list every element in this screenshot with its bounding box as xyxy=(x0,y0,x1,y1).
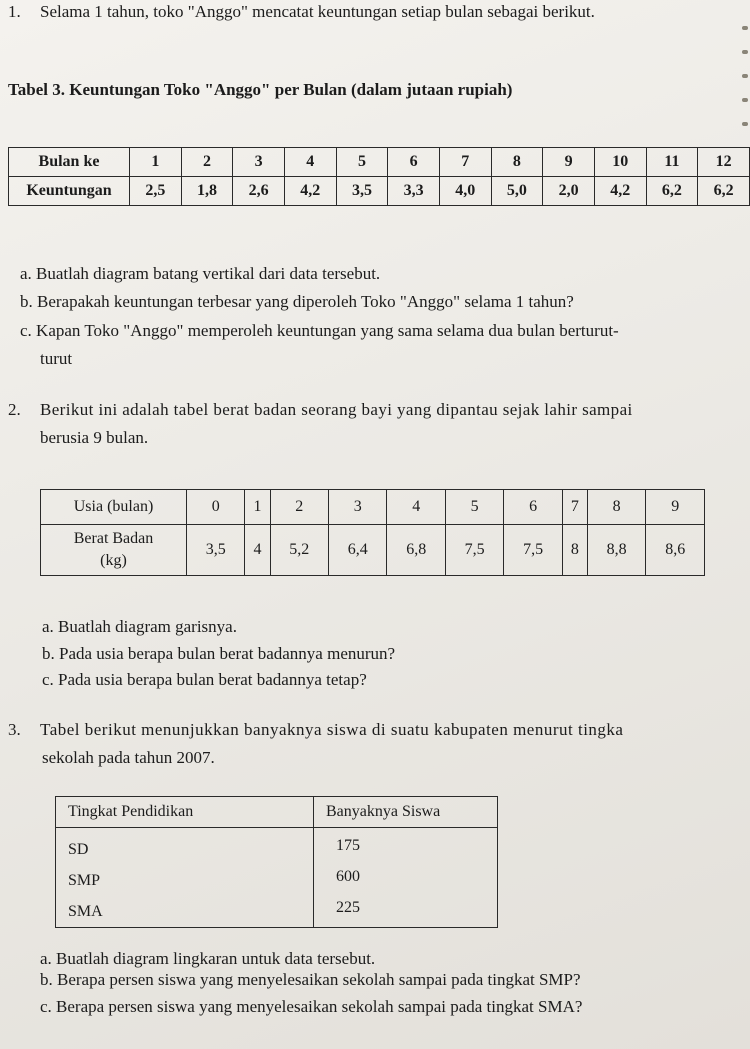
month-cell: 1 xyxy=(130,148,182,177)
age-cell: 6 xyxy=(504,490,562,525)
age-cell: 5 xyxy=(445,490,503,525)
profit-table-month-row xyxy=(9,148,750,177)
month-cell: 6 xyxy=(388,148,440,177)
weight-row xyxy=(41,525,705,576)
weight-cell: 5,2 xyxy=(270,525,328,576)
q3-line2: sekolah pada tahun 2007. xyxy=(42,748,215,767)
weight-label-line1: Berat Badan xyxy=(73,530,154,547)
age-cell: 1 xyxy=(245,490,270,525)
student-count: 175 xyxy=(336,837,360,854)
q1-part-b: b. Berapakah keuntungan terbesar yang diperoleh Toko "Anggo" selama 1 tahun? xyxy=(20,292,574,311)
binding-mark xyxy=(742,26,748,30)
binding-mark xyxy=(742,122,748,126)
month-cell: 3 xyxy=(233,148,285,177)
q1-number: 1. xyxy=(8,2,21,21)
q3-part-c: c. Berapa persen siswa yang menyelesaikan sekolah sampai pada tingkat SMA? xyxy=(40,997,583,1016)
weight-cell: 8,8 xyxy=(587,525,645,576)
education-level: SD xyxy=(68,841,89,858)
profit-cell: 4,0 xyxy=(439,177,491,206)
age-cell: 7 xyxy=(562,490,587,525)
age-cell: 3 xyxy=(329,490,387,525)
month-cell: 4 xyxy=(284,148,336,177)
binding-mark xyxy=(742,98,748,102)
student-table-body xyxy=(56,828,498,928)
profit-cell: 6,2 xyxy=(646,177,698,206)
binding-mark xyxy=(742,50,748,54)
student-table-header xyxy=(56,797,498,828)
q3-line1: Tabel berikut menunjukkan banyaknya siswa di suatu kabupaten menurut tingka xyxy=(40,720,624,739)
q2-line1: Berikut ini adalah tabel berat badan seorang bayi yang dipantau sejak lahir sampai xyxy=(40,400,633,419)
education-level: SMA xyxy=(68,903,103,920)
profit-cell: 5,0 xyxy=(491,177,543,206)
age-cell: 9 xyxy=(646,490,705,525)
binding-mark xyxy=(742,74,748,78)
q2-number: 2. xyxy=(8,400,21,419)
profit-cell: 1,8 xyxy=(181,177,233,206)
profit-cell: 6,2 xyxy=(698,177,750,206)
profit-cell: 4,2 xyxy=(594,177,646,206)
education-level-header: Tingkat Pendidikan xyxy=(56,797,314,828)
profit-row-label: Keuntungan xyxy=(9,177,130,206)
month-cell: 12 xyxy=(698,148,750,177)
month-cell: 7 xyxy=(439,148,491,177)
education-level: SMP xyxy=(68,872,101,889)
profit-cell: 2,0 xyxy=(543,177,595,206)
weight-cell: 8,6 xyxy=(646,525,705,576)
month-cell: 8 xyxy=(491,148,543,177)
weight-cell: 3,5 xyxy=(187,525,245,576)
month-cell: 9 xyxy=(543,148,595,177)
profit-cell: 2,6 xyxy=(233,177,285,206)
age-cell: 4 xyxy=(387,490,445,525)
weight-cell: 7,5 xyxy=(445,525,503,576)
month-cell: 10 xyxy=(594,148,646,177)
student-count-table xyxy=(55,796,498,928)
profit-table xyxy=(8,147,750,206)
profit-cell: 3,5 xyxy=(336,177,388,206)
profit-cell: 2,5 xyxy=(130,177,182,206)
student-count-list xyxy=(314,828,498,928)
profit-cell: 4,2 xyxy=(284,177,336,206)
age-cell: 0 xyxy=(187,490,245,525)
weight-cell: 7,5 xyxy=(504,525,562,576)
q1-table-title: Tabel 3. Keuntungan Toko "Anggo" per Bulan (dalam jutaan rupiah) xyxy=(8,80,513,99)
student-count: 225 xyxy=(336,899,360,916)
q3-number: 3. xyxy=(8,720,21,739)
q2-part-a: a. Buatlah diagram garisnya. xyxy=(42,617,237,636)
student-count-header: Banyaknya Siswa xyxy=(314,797,498,828)
age-cell: 8 xyxy=(587,490,645,525)
q2-part-c: c. Pada usia berapa bulan berat badannya tetap? xyxy=(42,670,367,689)
profit-cell: 3,3 xyxy=(388,177,440,206)
weight-cell: 8 xyxy=(562,525,587,576)
month-cell: 11 xyxy=(646,148,698,177)
weight-cell: 6,4 xyxy=(329,525,387,576)
student-count: 600 xyxy=(336,868,360,885)
q1-text: Selama 1 tahun, toko "Anggo" mencatat keuntungan setiap bulan sebagai berikut. xyxy=(40,2,595,21)
age-row xyxy=(41,490,705,525)
q2-part-b: b. Pada usia berapa bulan berat badannya menurun? xyxy=(42,644,396,663)
weight-cell: 6,8 xyxy=(387,525,445,576)
age-row-label: Usia (bulan) xyxy=(41,490,187,525)
profit-table-profit-row xyxy=(9,177,750,206)
month-cell: 5 xyxy=(336,148,388,177)
weight-label-line2: (kg) xyxy=(100,552,127,569)
weight-row-label xyxy=(41,525,187,576)
weight-cell: 4 xyxy=(245,525,270,576)
month-row-label: Bulan ke xyxy=(9,148,130,177)
q1-part-c-line1: c. Kapan Toko "Anggo" memperoleh keuntungan yang sama selama dua bulan berturut- xyxy=(20,321,619,340)
q3-part-b: b. Berapa persen siswa yang menyelesaikan sekolah sampai pada tingkat SMP? xyxy=(40,970,581,989)
baby-weight-table xyxy=(40,489,705,576)
q1-part-c-line2: turut xyxy=(40,349,73,368)
q2-line2: berusia 9 bulan. xyxy=(40,428,149,447)
age-cell: 2 xyxy=(270,490,328,525)
q3-part-a: a. Buatlah diagram lingkaran untuk data tersebut. xyxy=(40,949,376,968)
month-cell: 2 xyxy=(181,148,233,177)
q1-part-a: a. Buatlah diagram batang vertikal dari data tersebut. xyxy=(20,264,381,283)
education-level-list xyxy=(56,828,314,928)
